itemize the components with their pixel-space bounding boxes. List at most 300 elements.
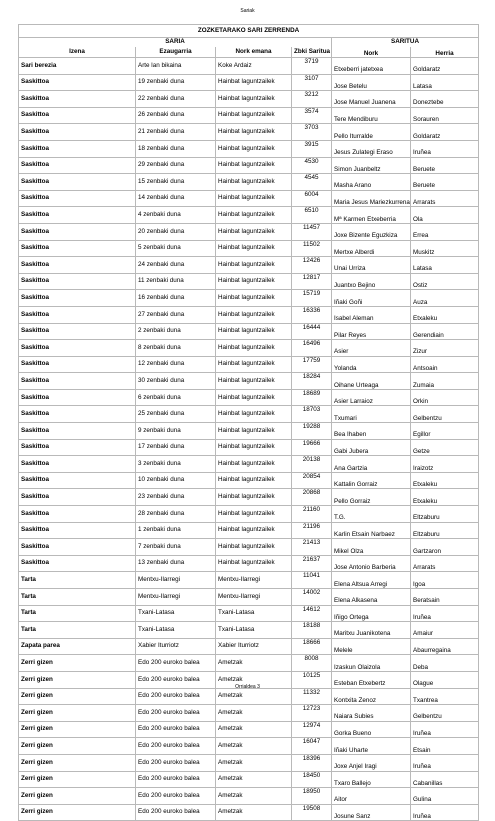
- cell-nork-emana: Hainbat laguntzailek: [216, 207, 292, 224]
- cell-herria: Gerendiain: [411, 323, 479, 340]
- cell-nork: Masha Arano: [332, 174, 411, 191]
- cell-ezaugarria: 3 zenbaki duna: [136, 456, 216, 473]
- cell-ezaugarria: Mentxu-Ilarregi: [136, 589, 216, 606]
- cell-nork-emana: Ametzak: [216, 671, 292, 688]
- table-row: [19, 257, 479, 274]
- cell-nork-emana: Hainbat laguntzailek: [216, 107, 292, 124]
- cell-zbki-saritua: 3915: [292, 140, 332, 157]
- table-title: ZOZKETARAKO SARI ZERRENDA: [19, 25, 479, 38]
- column-header-herria: Herria: [411, 47, 479, 58]
- cell-herria: Iruñea: [411, 804, 479, 821]
- cell-ezaugarria: 6 zenbaki duna: [136, 389, 216, 406]
- cell-izena: Zapata parea: [19, 638, 136, 655]
- cell-izena: Saskittoa: [19, 439, 136, 456]
- cell-ezaugarria: 8 zenbaki duna: [136, 340, 216, 357]
- cell-nork: Txaro Ballejo: [332, 771, 411, 788]
- cell-herria: Beruete: [411, 157, 479, 174]
- cell-zbki-saritua: 16496: [292, 340, 332, 357]
- cell-zbki-saritua: 12723: [292, 705, 332, 722]
- cell-nork: Jesus Zulategi Eraso: [332, 140, 411, 157]
- cell-herria: Auza: [411, 290, 479, 307]
- cell-nork: Izaskun Olaizola: [332, 655, 411, 672]
- cell-nork-emana: Ametzak: [216, 705, 292, 722]
- cell-nork: Pilar Reyes: [332, 323, 411, 340]
- cell-izena: Saskittoa: [19, 522, 136, 539]
- table-row: [19, 389, 479, 406]
- cell-nork: Asier Larraioz: [332, 389, 411, 406]
- cell-zbki-saritua: 18284: [292, 373, 332, 390]
- column-header-izena: Izena: [19, 47, 136, 58]
- section-header-row: [19, 38, 479, 48]
- table-row: [19, 622, 479, 639]
- cell-zbki-saritua: 18689: [292, 389, 332, 406]
- cell-nork: Mertxe Alberdi: [332, 240, 411, 257]
- cell-nork: Asier: [332, 340, 411, 357]
- cell-nork: Gorka Bueno: [332, 721, 411, 738]
- cell-nork: Tere Mendiburu: [332, 107, 411, 124]
- prize-list-table: [18, 24, 479, 821]
- cell-zbki-saritua: 20868: [292, 489, 332, 506]
- cell-izena: Tarta: [19, 572, 136, 589]
- cell-herria: Ostiz: [411, 273, 479, 290]
- table-row: [19, 174, 479, 191]
- table-row: [19, 323, 479, 340]
- cell-izena: Saskittoa: [19, 472, 136, 489]
- cell-zbki-saritua: 16336: [292, 306, 332, 323]
- cell-nork: Iñaki Uharte: [332, 738, 411, 755]
- cell-zbki-saritua: 10125: [292, 671, 332, 688]
- cell-izena: Zerri gizen: [19, 671, 136, 688]
- cell-nork-emana: Koke Ardaiz: [216, 58, 292, 75]
- table-row: [19, 340, 479, 357]
- cell-ezaugarria: 12 zenbaki duna: [136, 356, 216, 373]
- cell-izena: Saskittoa: [19, 456, 136, 473]
- cell-izena: Saskittoa: [19, 373, 136, 390]
- cell-herria: Gulina: [411, 788, 479, 805]
- cell-zbki-saritua: 16444: [292, 323, 332, 340]
- cell-ezaugarria: 15 zenbaki duna: [136, 174, 216, 191]
- cell-zbki-saritua: 3107: [292, 74, 332, 91]
- cell-herria: Eltzaburu: [411, 522, 479, 539]
- cell-izena: Saskittoa: [19, 107, 136, 124]
- cell-zbki-saritua: 12817: [292, 273, 332, 290]
- cell-herria: Arrarats: [411, 190, 479, 207]
- cell-nork-emana: Hainbat laguntzailek: [216, 306, 292, 323]
- cell-nork-emana: Hainbat laguntzailek: [216, 406, 292, 423]
- cell-izena: Saskittoa: [19, 257, 136, 274]
- cell-herria: Ola: [411, 207, 479, 224]
- cell-zbki-saritua: 18703: [292, 406, 332, 423]
- cell-izena: Tarta: [19, 605, 136, 622]
- table-body: [19, 58, 479, 821]
- cell-zbki-saritua: 14612: [292, 605, 332, 622]
- cell-ezaugarria: Arte lan bikaina: [136, 58, 216, 75]
- table-row: [19, 638, 479, 655]
- table-row: [19, 107, 479, 124]
- cell-herria: Gelbentzu: [411, 406, 479, 423]
- cell-zbki-saritua: 21160: [292, 506, 332, 523]
- cell-izena: Saskittoa: [19, 323, 136, 340]
- cell-ezaugarria: 30 zenbaki duna: [136, 373, 216, 390]
- cell-herria: Gelbentzu: [411, 705, 479, 722]
- cell-herria: Etxaleku: [411, 306, 479, 323]
- cell-ezaugarria: 14 zenbaki duna: [136, 190, 216, 207]
- cell-nork-emana: Hainbat laguntzailek: [216, 190, 292, 207]
- cell-zbki-saritua: 11041: [292, 572, 332, 589]
- cell-nork-emana: Hainbat laguntzailek: [216, 157, 292, 174]
- cell-izena: Saskittoa: [19, 555, 136, 572]
- cell-herria: Iruñea: [411, 721, 479, 738]
- table-row: [19, 555, 479, 572]
- cell-nork-emana: Ametzak: [216, 738, 292, 755]
- cell-zbki-saritua: 19288: [292, 423, 332, 440]
- cell-nork: Isabel Aleman: [332, 306, 411, 323]
- cell-ezaugarria: Txani-Latasa: [136, 605, 216, 622]
- cell-nork-emana: Txani-Latasa: [216, 605, 292, 622]
- cell-ezaugarria: 18 zenbaki duna: [136, 140, 216, 157]
- table-row: [19, 190, 479, 207]
- cell-herria: Iraizotz: [411, 456, 479, 473]
- cell-herria: Amaiur: [411, 622, 479, 639]
- cell-izena: Saskittoa: [19, 539, 136, 556]
- cell-nork-emana: Ametzak: [216, 804, 292, 821]
- cell-nork-emana: Ametzak: [216, 688, 292, 705]
- table-row: [19, 472, 479, 489]
- cell-zbki-saritua: 3212: [292, 91, 332, 108]
- cell-nork: Joxe Anjel Iragi: [332, 754, 411, 771]
- cell-herria: Gartzaron: [411, 539, 479, 556]
- cell-ezaugarria: Edo 200 euroko balea: [136, 705, 216, 722]
- cell-zbki-saritua: 19508: [292, 804, 332, 821]
- table-row: [19, 273, 479, 290]
- cell-ezaugarria: Edo 200 euroko balea: [136, 754, 216, 771]
- cell-nork: Etxeberri jatetxea: [332, 58, 411, 75]
- cell-nork: Kontxita Zenoz: [332, 688, 411, 705]
- cell-ezaugarria: Edo 200 euroko balea: [136, 771, 216, 788]
- page-footer: Orrialdea 3: [235, 684, 260, 690]
- cell-herria: Iruñea: [411, 605, 479, 622]
- table-row: [19, 140, 479, 157]
- cell-izena: Saskittoa: [19, 290, 136, 307]
- cell-izena: Saskittoa: [19, 406, 136, 423]
- cell-ezaugarria: 11 zenbaki duna: [136, 273, 216, 290]
- cell-nork: Jose Betelu: [332, 74, 411, 91]
- cell-nork-emana: Hainbat laguntzailek: [216, 223, 292, 240]
- cell-zbki-saritua: 12426: [292, 257, 332, 274]
- cell-izena: Saskittoa: [19, 124, 136, 141]
- table-row: [19, 456, 479, 473]
- cell-ezaugarria: Edo 200 euroko balea: [136, 655, 216, 672]
- cell-izena: Zerri gizen: [19, 705, 136, 722]
- table-row: [19, 721, 479, 738]
- cell-ezaugarria: 9 zenbaki duna: [136, 423, 216, 440]
- cell-ezaugarria: 19 zenbaki duna: [136, 74, 216, 91]
- cell-nork: Simon Juanbeltz: [332, 157, 411, 174]
- cell-herria: Arrarats: [411, 555, 479, 572]
- cell-nork: Txumari: [332, 406, 411, 423]
- section-saria: SARIA: [19, 38, 332, 48]
- table-row: [19, 771, 479, 788]
- cell-ezaugarria: 27 zenbaki duna: [136, 306, 216, 323]
- cell-nork: Bea Ihaben: [332, 423, 411, 440]
- cell-zbki-saritua: 21196: [292, 522, 332, 539]
- cell-nork-emana: Hainbat laguntzailek: [216, 489, 292, 506]
- cell-ezaugarria: 22 zenbaki duna: [136, 91, 216, 108]
- cell-zbki-saritua: 18666: [292, 638, 332, 655]
- cell-nork-emana: Hainbat laguntzailek: [216, 472, 292, 489]
- cell-nork: Elena Altsua Arregi: [332, 572, 411, 589]
- cell-nork-emana: Hainbat laguntzailek: [216, 356, 292, 373]
- cell-zbki-saritua: 15719: [292, 290, 332, 307]
- cell-herria: Zizur: [411, 340, 479, 357]
- cell-herria: Beruete: [411, 174, 479, 191]
- section-saritua: SARITUA: [332, 38, 479, 48]
- cell-nork-emana: Hainbat laguntzailek: [216, 91, 292, 108]
- cell-ezaugarria: 7 zenbaki duna: [136, 539, 216, 556]
- column-header-ezaugarria: Ezaugarria: [136, 47, 216, 58]
- table-row: [19, 605, 479, 622]
- cell-izena: Zerri gizen: [19, 738, 136, 755]
- cell-ezaugarria: 4 zenbaki duna: [136, 207, 216, 224]
- cell-ezaugarria: 16 zenbaki duna: [136, 290, 216, 307]
- cell-nork-emana: Hainbat laguntzailek: [216, 506, 292, 523]
- cell-herria: Eltzaburu: [411, 506, 479, 523]
- cell-nork-emana: Hainbat laguntzailek: [216, 140, 292, 157]
- table-row: [19, 373, 479, 390]
- cell-ezaugarria: Xabier Iturriotz: [136, 638, 216, 655]
- cell-nork-emana: Ametzak: [216, 721, 292, 738]
- cell-nork: Iñaki Goñi: [332, 290, 411, 307]
- table-row: [19, 788, 479, 805]
- cell-ezaugarria: Mentxu-Ilarregi: [136, 572, 216, 589]
- cell-herria: Txantrea: [411, 688, 479, 705]
- table-title-row: [19, 25, 479, 38]
- cell-herria: Iruñea: [411, 754, 479, 771]
- table-row: [19, 522, 479, 539]
- cell-herria: Latasa: [411, 74, 479, 91]
- cell-nork: Joxe Bizente Eguzkiza: [332, 223, 411, 240]
- table-row: [19, 705, 479, 722]
- table-row: [19, 157, 479, 174]
- cell-ezaugarria: Txani-Latasa: [136, 622, 216, 639]
- cell-nork-emana: Hainbat laguntzailek: [216, 423, 292, 440]
- cell-nork: Aitor: [332, 788, 411, 805]
- cell-nork: Josune Sanz: [332, 804, 411, 821]
- cell-herria: Abaurregaina: [411, 638, 479, 655]
- cell-izena: Saskittoa: [19, 74, 136, 91]
- cell-zbki-saritua: 20138: [292, 456, 332, 473]
- cell-nork: Maria Jesus Mariezkurrena: [332, 190, 411, 207]
- cell-herria: Sorauren: [411, 107, 479, 124]
- cell-izena: Zerri gizen: [19, 804, 136, 821]
- cell-nork-emana: Ametzak: [216, 655, 292, 672]
- cell-ezaugarria: 1 zenbaki duna: [136, 522, 216, 539]
- cell-nork: Oihane Urteaga: [332, 373, 411, 390]
- cell-nork: Kattalin Gorraiz: [332, 472, 411, 489]
- cell-ezaugarria: 2 zenbaki duna: [136, 323, 216, 340]
- cell-ezaugarria: Edo 200 euroko balea: [136, 804, 216, 821]
- cell-nork-emana: Hainbat laguntzailek: [216, 389, 292, 406]
- cell-zbki-saritua: 8008: [292, 655, 332, 672]
- table-row: [19, 655, 479, 672]
- cell-herria: Etsain: [411, 738, 479, 755]
- cell-nork: Maritxu Juanikotena: [332, 622, 411, 639]
- table-row: [19, 223, 479, 240]
- cell-nork-emana: Hainbat laguntzailek: [216, 174, 292, 191]
- cell-izena: Saskittoa: [19, 91, 136, 108]
- cell-izena: Saskittoa: [19, 190, 136, 207]
- cell-zbki-saritua: 18450: [292, 771, 332, 788]
- cell-izena: Saskittoa: [19, 174, 136, 191]
- cell-zbki-saritua: 18188: [292, 622, 332, 639]
- table-row: [19, 572, 479, 589]
- cell-ezaugarria: 21 zenbaki duna: [136, 124, 216, 141]
- cell-herria: Getze: [411, 439, 479, 456]
- cell-ezaugarria: 23 zenbaki duna: [136, 489, 216, 506]
- table-row: [19, 240, 479, 257]
- table-row: [19, 406, 479, 423]
- table-row: [19, 356, 479, 373]
- cell-zbki-saritua: 4545: [292, 174, 332, 191]
- cell-nork-emana: Mentxu-Ilarregi: [216, 589, 292, 606]
- cell-ezaugarria: 13 zenbaki duna: [136, 555, 216, 572]
- cell-zbki-saritua: 11332: [292, 688, 332, 705]
- cell-ezaugarria: Edo 200 euroko balea: [136, 671, 216, 688]
- cell-zbki-saritua: 4530: [292, 157, 332, 174]
- cell-herria: Errea: [411, 223, 479, 240]
- cell-herria: Muskitz: [411, 240, 479, 257]
- cell-nork-emana: Hainbat laguntzailek: [216, 74, 292, 91]
- cell-zbki-saritua: 20854: [292, 472, 332, 489]
- cell-nork: Mikel Olza: [332, 539, 411, 556]
- cell-herria: Orkin: [411, 389, 479, 406]
- cell-herria: Goldaratz: [411, 58, 479, 75]
- cell-izena: Zerri gizen: [19, 771, 136, 788]
- cell-nork: Esteban Etxebertz: [332, 671, 411, 688]
- cell-ezaugarria: 24 zenbaki duna: [136, 257, 216, 274]
- cell-zbki-saritua: 3703: [292, 124, 332, 141]
- cell-izena: Zerri gizen: [19, 788, 136, 805]
- cell-nork-emana: Hainbat laguntzailek: [216, 240, 292, 257]
- cell-nork-emana: Hainbat laguntzailek: [216, 273, 292, 290]
- cell-nork: Mª Karmen Etxeberria: [332, 207, 411, 224]
- cell-herria: Goldaratz: [411, 124, 479, 141]
- cell-izena: Saskittoa: [19, 423, 136, 440]
- cell-nork: Jose Manuel Juanena: [332, 91, 411, 108]
- cell-ezaugarria: 10 zenbaki duna: [136, 472, 216, 489]
- table-row: [19, 207, 479, 224]
- cell-nork-emana: Hainbat laguntzailek: [216, 340, 292, 357]
- cell-izena: Saskittoa: [19, 207, 136, 224]
- cell-nork-emana: Hainbat laguntzailek: [216, 439, 292, 456]
- cell-izena: Saskittoa: [19, 140, 136, 157]
- cell-izena: Saskittoa: [19, 389, 136, 406]
- cell-nork: Iñigo Ortega: [332, 605, 411, 622]
- table-row: [19, 506, 479, 523]
- cell-nork-emana: Hainbat laguntzailek: [216, 555, 292, 572]
- cell-nork-emana: Ametzak: [216, 754, 292, 771]
- cell-zbki-saritua: 11457: [292, 223, 332, 240]
- cell-herria: Cabanillas: [411, 771, 479, 788]
- cell-nork: Karlin Etsain Narbaez: [332, 522, 411, 539]
- cell-izena: Tarta: [19, 589, 136, 606]
- cell-herria: Latasa: [411, 257, 479, 274]
- cell-izena: Tarta: [19, 622, 136, 639]
- cell-nork: Elena Alkasena: [332, 589, 411, 606]
- cell-nork-emana: Ametzak: [216, 771, 292, 788]
- table-row: [19, 58, 479, 75]
- cell-nork-emana: Hainbat laguntzailek: [216, 539, 292, 556]
- cell-herria: Olague: [411, 671, 479, 688]
- cell-izena: Saskittoa: [19, 489, 136, 506]
- cell-nork-emana: Xabier Iturriotz: [216, 638, 292, 655]
- cell-zbki-saritua: 21637: [292, 555, 332, 572]
- cell-herria: Egillor: [411, 423, 479, 440]
- cell-nork: Pello Gorraiz: [332, 489, 411, 506]
- cell-izena: Zerri gizen: [19, 721, 136, 738]
- cell-izena: Zerri gizen: [19, 688, 136, 705]
- column-header-zbki-saritua: Zbki Saritua: [292, 47, 332, 58]
- cell-herria: Iruñea: [411, 140, 479, 157]
- cell-zbki-saritua: 18950: [292, 788, 332, 805]
- cell-izena: Saskittoa: [19, 506, 136, 523]
- cell-izena: Zerri gizen: [19, 754, 136, 771]
- cell-zbki-saritua: 11502: [292, 240, 332, 257]
- cell-izena: Saskittoa: [19, 157, 136, 174]
- cell-herria: Igoa: [411, 572, 479, 589]
- cell-zbki-saritua: 6510: [292, 207, 332, 224]
- cell-izena: Saskittoa: [19, 356, 136, 373]
- cell-ezaugarria: 25 zenbaki duna: [136, 406, 216, 423]
- cell-izena: Saskittoa: [19, 223, 136, 240]
- column-header-row: [19, 47, 479, 58]
- cell-herria: Etxaleku: [411, 472, 479, 489]
- table-row: [19, 738, 479, 755]
- cell-zbki-saritua: 14002: [292, 589, 332, 606]
- cell-nork-emana: Hainbat laguntzailek: [216, 257, 292, 274]
- cell-ezaugarria: 28 zenbaki duna: [136, 506, 216, 523]
- cell-zbki-saritua: 19666: [292, 439, 332, 456]
- page-header: Sariak: [240, 8, 255, 14]
- cell-zbki-saritua: 21413: [292, 539, 332, 556]
- table-row: [19, 688, 479, 705]
- table-row: [19, 589, 479, 606]
- cell-herria: Beratsain: [411, 589, 479, 606]
- table-row: [19, 91, 479, 108]
- cell-ezaugarria: Edo 200 euroko balea: [136, 688, 216, 705]
- cell-zbki-saritua: 12974: [292, 721, 332, 738]
- table-row: [19, 804, 479, 821]
- cell-nork-emana: Ametzak: [216, 788, 292, 805]
- cell-nork-emana: Hainbat laguntzailek: [216, 456, 292, 473]
- cell-nork: Pello Iturralde: [332, 124, 411, 141]
- cell-izena: Sari berezia: [19, 58, 136, 75]
- cell-nork-emana: Txani-Latasa: [216, 622, 292, 639]
- cell-nork: Gabi Jubera: [332, 439, 411, 456]
- table-row: [19, 74, 479, 91]
- cell-izena: Saskittoa: [19, 306, 136, 323]
- cell-nork: Melele: [332, 638, 411, 655]
- cell-izena: Saskittoa: [19, 340, 136, 357]
- cell-herria: Etxaleku: [411, 489, 479, 506]
- cell-ezaugarria: Edo 200 euroko balea: [136, 738, 216, 755]
- cell-izena: Saskittoa: [19, 240, 136, 257]
- cell-ezaugarria: Edo 200 euroko balea: [136, 721, 216, 738]
- cell-izena: Saskittoa: [19, 273, 136, 290]
- cell-ezaugarria: 17 zenbaki duna: [136, 439, 216, 456]
- cell-nork-emana: Hainbat laguntzailek: [216, 124, 292, 141]
- cell-ezaugarria: 29 zenbaki duna: [136, 157, 216, 174]
